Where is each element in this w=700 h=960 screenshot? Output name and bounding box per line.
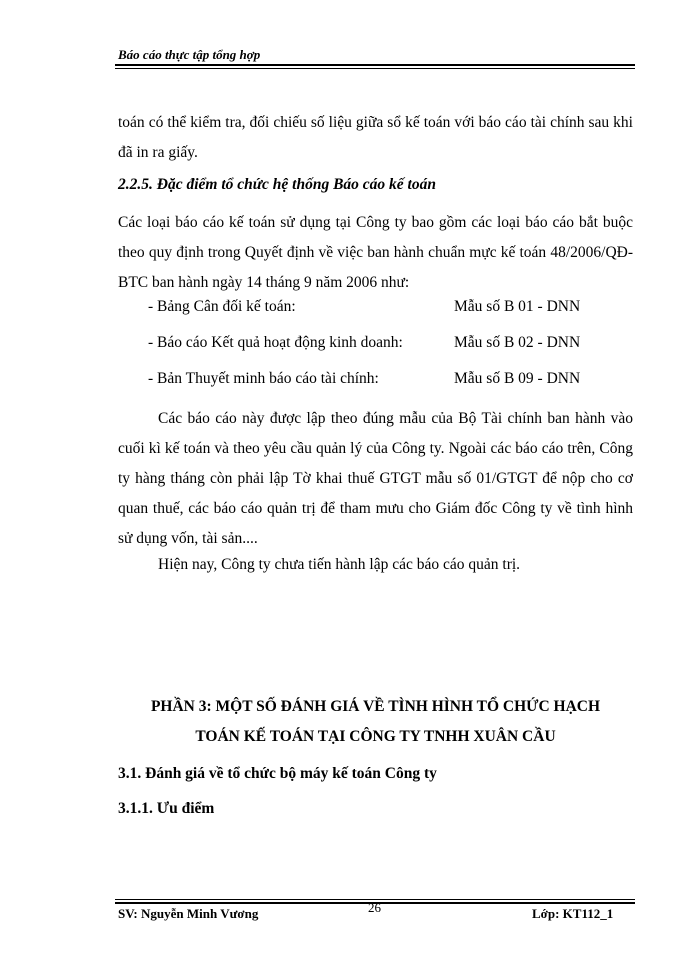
report-form-code: Mẫu số B 01 - DNN [454,298,581,315]
part-title-line-1: PHẦN 3: MỘT SỐ ĐÁNH GIÁ VỀ TÌNH HÌNH TỔ CHỨC HẠCH [150,698,601,715]
header-title: Báo cáo thực tập tổng hợp [118,47,261,62]
paragraph-continuation: toán có thể kiểm tra, đối chiếu số liệu giữa sổ kế toán với báo cáo tài chính sau khi đã in ra giấy. [118,114,633,161]
report-label: - Bảng Cân đối kế toán: [148,298,296,315]
report-form-code: Mẫu số B 02 - DNN [454,334,581,351]
report-list-item [148,334,608,364]
section-heading-3-1-1: 3.1.1. Ưu điểm [118,800,215,817]
header-divider [115,64,635,66]
report-label: - Báo cáo Kết quả hoạt động kinh doanh: [148,334,403,351]
paragraph-report-types: Các loại báo cáo kế toán sử dụng tại Công ty bao gồm các loại báo cáo bắt buộc theo quy định trong Quyết định về việc ban hành chuẩn mực kế toán 48/2006/QĐ-BTC ban hành ngày 14 tháng 9 năm 2006 như: [118,214,633,291]
section-heading-2-2-5: 2.2.5. Đặc điểm tổ chức hệ thống Báo cáo kế toán [118,176,436,193]
paragraph-management-reports: Hiện nay, Công ty chưa tiến hành lập các báo cáo quản trị. [158,556,521,573]
page-number: 26 [368,900,381,915]
report-list-item [148,370,608,400]
footer-student-name: SV: Nguyễn Minh Vương [118,906,259,921]
header-divider-thin [115,68,635,69]
section-heading-3-1: 3.1. Đánh giá về tổ chức bộ máy kế toán Công ty [118,765,437,782]
part-title-line-2: TOÁN KẾ TOÁN TẠI CÔNG TY TNHH XUÂN CẦU [195,728,556,745]
report-form-code: Mẫu số B 09 - DNN [454,370,581,387]
report-label: - Bản Thuyết minh báo cáo tài chính: [148,370,379,387]
footer-class: Lớp: KT112_1 [532,906,614,921]
paragraph-report-details: Các báo cáo này được lập theo đúng mẫu của Bộ Tài chính ban hành vào cuối kì kế toán và theo yêu cầu quản lý của Công ty. Ngoài các báo cáo trên, Công ty hàng tháng còn phải lập Tờ khai thuế GTGT mẫu số 01/GTGT để nộp cho cơ quan thuế, các báo cáo quản trị để tham mưu cho Giám đốc Công ty về tình hình sử dụng vốn, tài sản.... [118,410,633,547]
report-list-item [148,298,608,328]
